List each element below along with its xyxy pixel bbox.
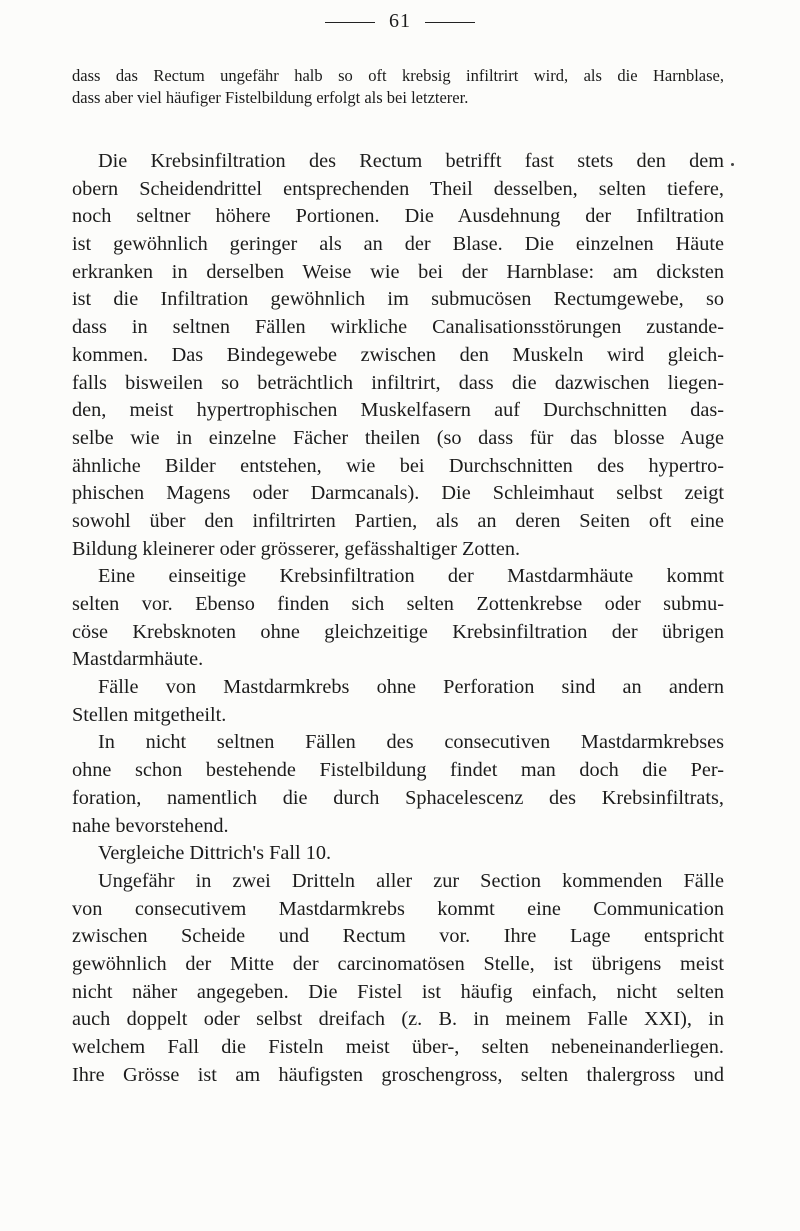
text-line: Fälle von Mastdarmkrebs ohne Perforation sind an andern	[98, 676, 724, 699]
text-line: selbe wie in einzelne Fächer theilen (so dass für das blosse Auge	[72, 426, 724, 449]
text-line: ähnliche Bilder entstehen, wie bei Durchschnitten des hypertro-	[72, 454, 724, 477]
text-line: Bildung kleinerer oder grösserer, gefässhaltiger Zotten.	[72, 537, 521, 560]
paragraph	[72, 840, 724, 868]
text-line: erkranken in derselben Weise wie bei der Harnblase: am dicksten	[72, 260, 724, 283]
header-dash-left	[325, 22, 375, 23]
paragraph	[72, 148, 724, 563]
text-line: Ihre Grösse ist am häufigsten groschengross, selten thalergross und	[72, 1063, 724, 1086]
text-line: ist gewöhnlich geringer als an der Blase. Die einzelnen Häute	[72, 233, 724, 256]
text-line: sowohl über den infiltrirten Partien, als an deren Seiten oft eine	[72, 509, 724, 532]
small-print-line: dass das Rectum ungefähr halb so oft krebsig infiltrirt wird, als die Harnblase,	[72, 66, 724, 85]
text-line: In nicht seltnen Fällen des consecutiven Mastdarmkrebses	[98, 731, 724, 754]
text-line: ist die Infiltration gewöhnlich im submucösen Rectumgewebe, so	[72, 288, 724, 311]
text-line: obern Scheidendrittel entsprechenden Theil desselben, selten tiefere,	[72, 177, 724, 200]
small-print-paragraph	[72, 65, 724, 109]
text-line: den, meist hypertrophischen Muskelfasern auf Durchschnitten das-	[72, 399, 724, 422]
text-line: noch seltner höhere Portionen. Die Ausdehnung der Infiltration	[72, 205, 724, 228]
text-line: zwischen Scheide und Rectum vor. Ihre Lage entspricht	[72, 925, 724, 948]
text-line: ohne schon bestehende Fistelbildung findet man doch die Per-	[72, 759, 724, 782]
body-text	[72, 148, 724, 1089]
text-line: cöse Krebsknoten ohne gleichzeitige Krebsinfiltration der übrigen	[72, 620, 724, 643]
text-line: nahe bevorstehend.	[72, 814, 229, 837]
text-line: welchem Fall die Fisteln meist über-, selten nebeneinanderliegen.	[72, 1036, 724, 1058]
small-print-line: dass aber viel häufiger Fistelbildung erfolgt als bei letzterer.	[72, 88, 469, 107]
text-line: falls bisweilen so beträchtlich infiltrirt, dass die dazwischen liegen-	[72, 371, 724, 394]
text-line: Vergleiche Dittrich's Fall 10.	[98, 842, 332, 865]
page-number: 61	[389, 10, 411, 32]
paragraph	[72, 563, 724, 674]
text-line: nicht näher angegeben. Die Fistel ist häufig einfach, nicht selten	[72, 980, 724, 1003]
text-line: phischen Magens oder Darmcanals). Die Schleimhaut selbst zeigt	[72, 482, 724, 505]
text-line: Ungefähr in zwei Dritteln aller zur Section kommenden Fälle	[98, 869, 724, 892]
text-line: foration, namentlich die durch Sphacelescenz des Krebsinfiltrats,	[72, 786, 724, 809]
page-header	[0, 10, 800, 33]
text-line: Die Krebsinfiltration des Rectum betrifft fast stets den dem	[98, 150, 724, 172]
text-line: Stellen mitgetheilt.	[72, 703, 227, 726]
text-line: dass in seltnen Fällen wirkliche Canalisationsstörungen zustande-	[72, 316, 724, 339]
paragraph	[72, 729, 724, 840]
text-line: selten vor. Ebenso finden sich selten Zottenkrebse oder submu-	[72, 593, 724, 615]
header-dash-right	[425, 22, 475, 23]
paragraph	[72, 674, 724, 729]
text-line: Eine einseitige Krebsinfiltration der Mastdarmhäute kommt	[98, 565, 724, 588]
margin-mark	[731, 163, 734, 166]
paragraph	[72, 868, 724, 1090]
text-line: gewöhnlich der Mitte der carcinomatösen Stelle, ist übrigens meist	[72, 952, 724, 975]
text-line: von consecutivem Mastdarmkrebs kommt eine Communication	[72, 897, 724, 920]
text-line: auch doppelt oder selbst dreifach (z. B. in meinem Falle XXI), in	[72, 1008, 724, 1031]
text-line: kommen. Das Bindegewebe zwischen den Muskeln wird gleich-	[72, 343, 724, 366]
text-line: Mastdarmhäute.	[72, 648, 204, 671]
